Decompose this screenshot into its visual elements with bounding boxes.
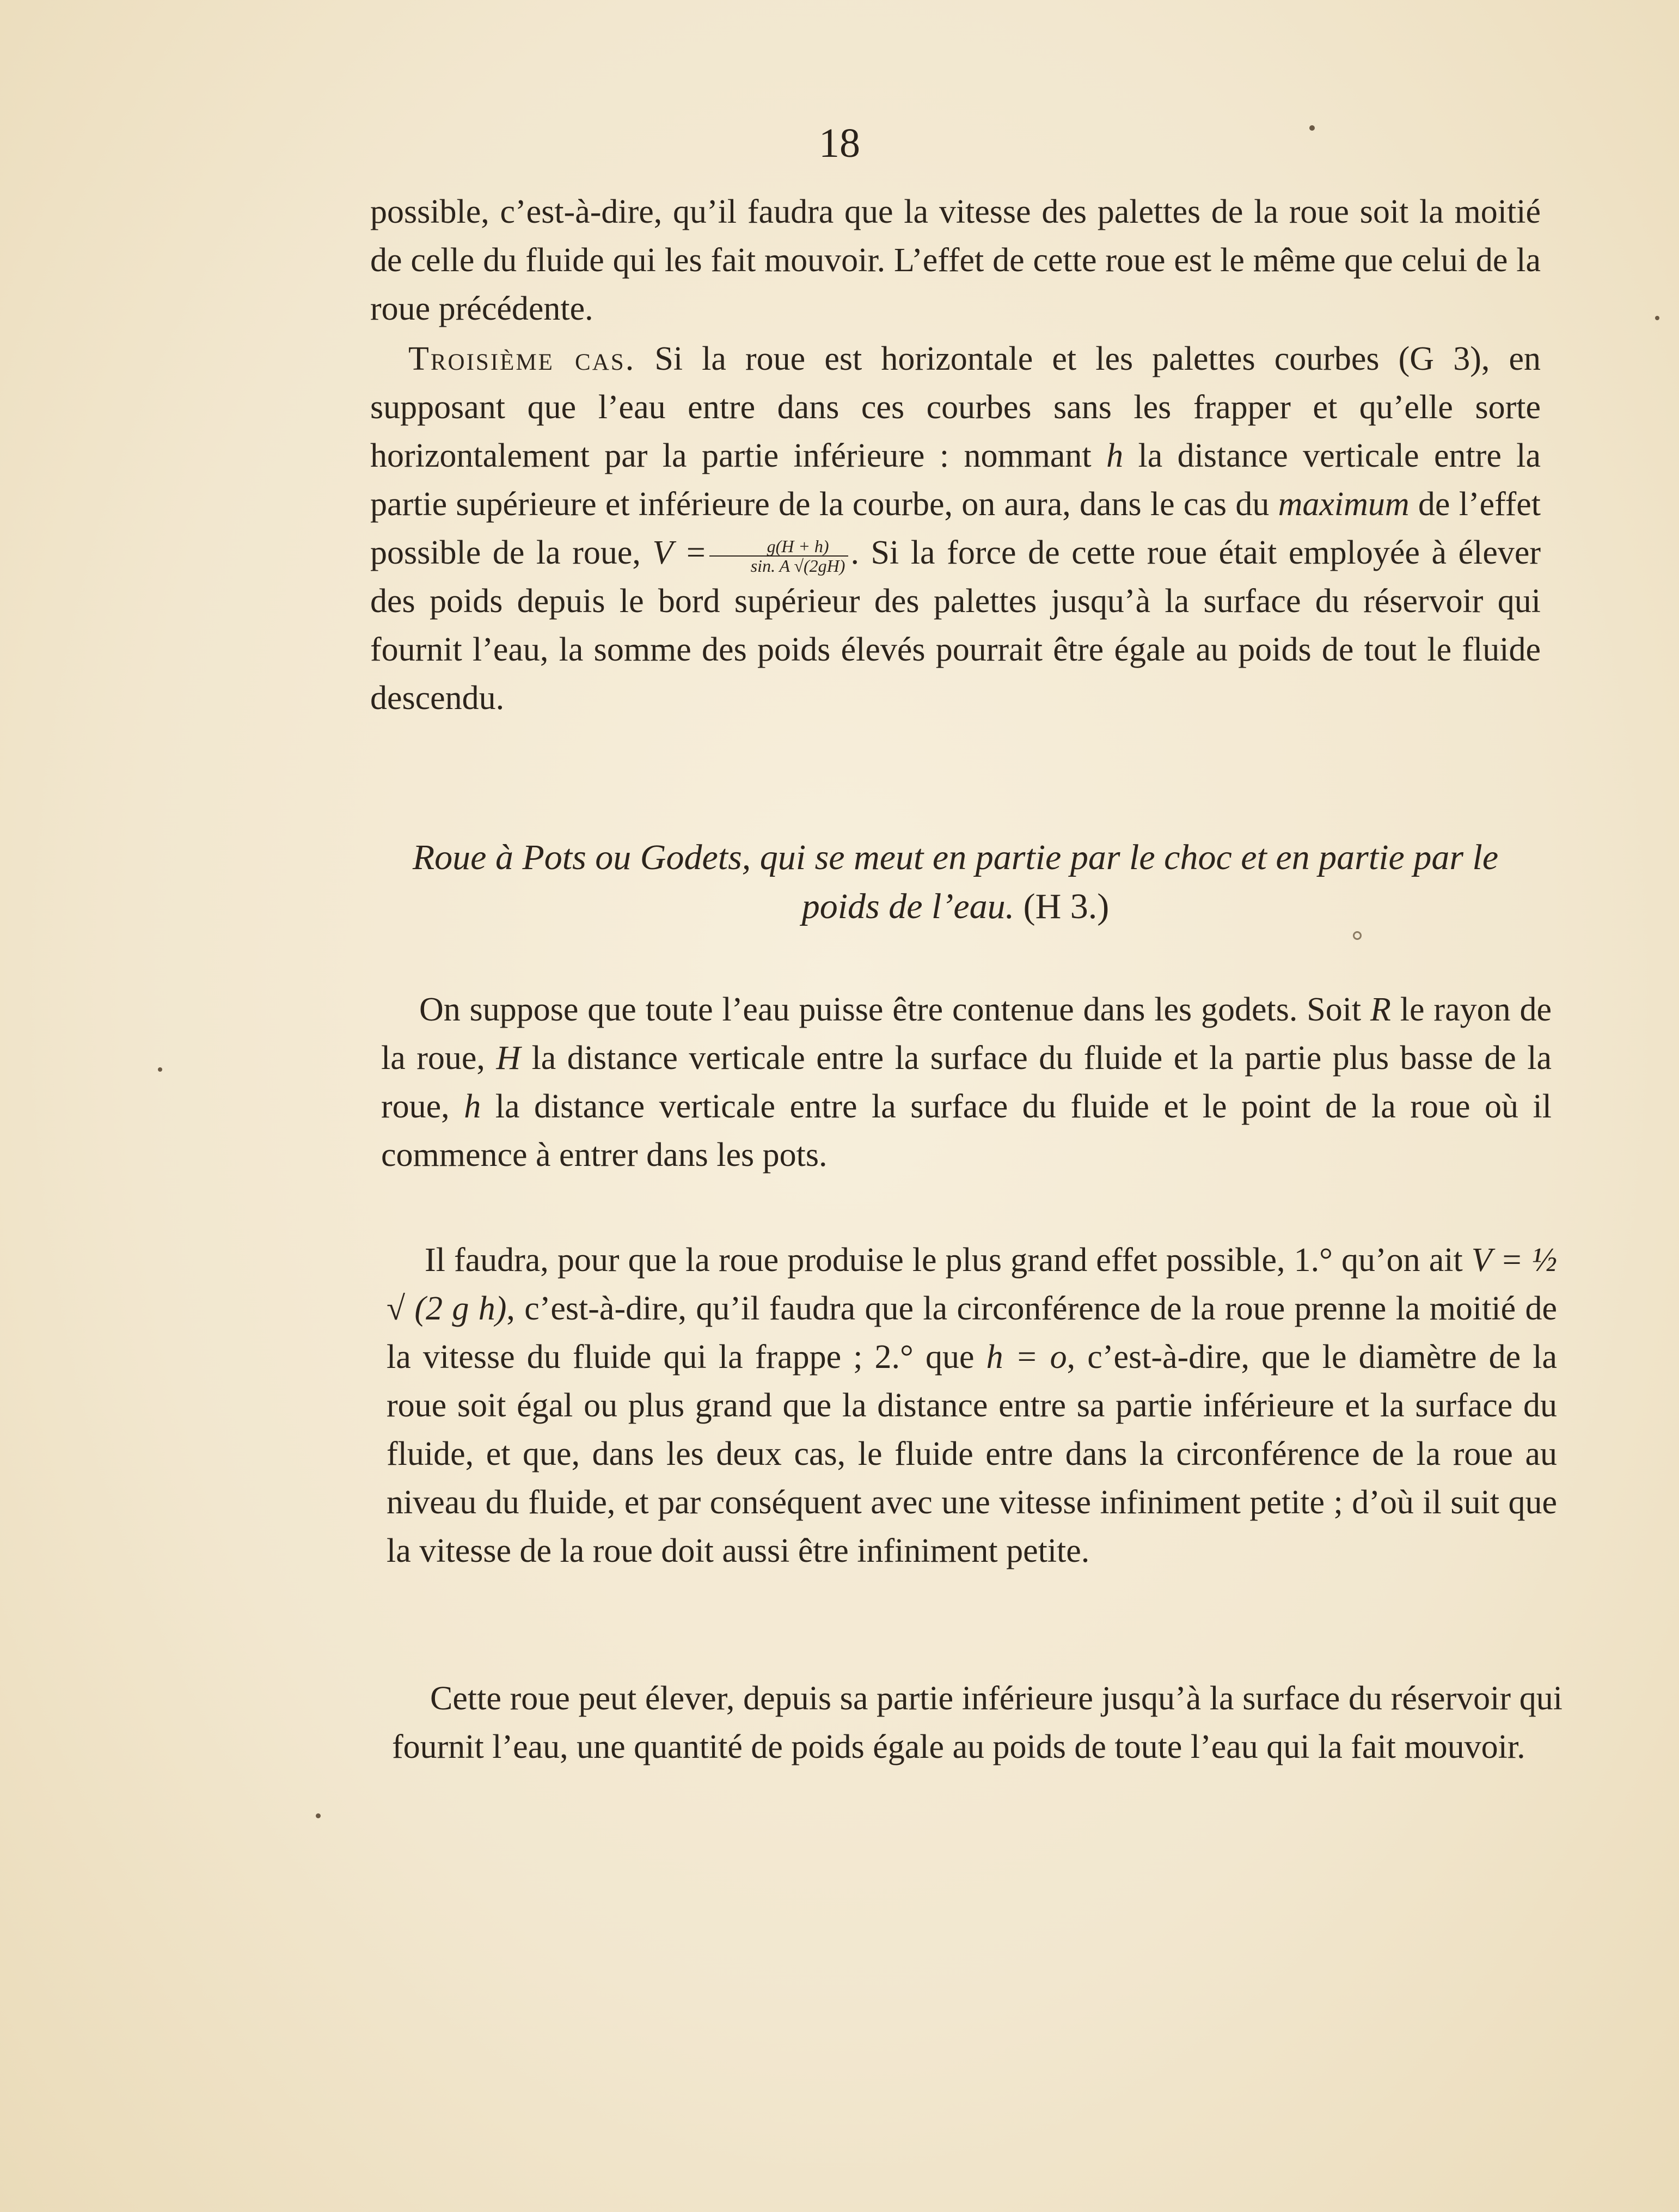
paragraph-text: possible, c’est-à-dire, qu’il faudra que la vitesse des palettes de la roue soit la moitié de celle du fluide qui les fait mouvoir. L’effet de cette roue est le même que celui de la roue précédente. <box>370 193 1541 327</box>
paragraph-continuation <box>370 188 1541 333</box>
formula: h = o <box>986 1339 1067 1376</box>
text-segment: Il faudra, pour que la roue produise le plus grand effet possible, 1.° qu’on ait <box>425 1242 1472 1279</box>
paragraph-text: Cette roue peut élever, depuis sa partie inférieure jusqu’à la surface du réservoir qui fournit l’eau, une quantité de poids égale au poids de toute l’eau qui la fait mouvoir. <box>392 1680 1562 1765</box>
section-heading <box>370 833 1541 931</box>
paper-speck <box>1353 931 1362 940</box>
formula-numerator: g(H + h) <box>709 537 849 557</box>
figure-reference: (H 3.) <box>1014 887 1110 926</box>
text-segment: la distance verticale entre la partie supérieure et inférieure de la courbe, on aura, dans le cas du <box>370 437 1541 523</box>
paper-speck <box>1655 316 1659 320</box>
paragraph-conclusion <box>392 1675 1562 1771</box>
text-segment: de l’effet possible de la roue, <box>370 486 1541 571</box>
formula-fraction <box>709 537 849 575</box>
math-variable: R <box>1370 991 1391 1028</box>
page-number: 18 <box>819 120 860 166</box>
paper-speck <box>158 1067 162 1072</box>
text-segment: On suppose que toute l’eau puisse être contenue dans les godets. Soit <box>419 991 1371 1028</box>
formula-lhs: V = <box>652 534 707 571</box>
text-segment: , c’est-à-dire, que le diamètre de la roue soit égal ou plus grand que la distance entre sa partie inférieure et la surface du fluide, et que, dans les deux cas, le fluide entre dans la circonférence de la roue au niveau du fluide, et par conséquent avec une vitesse infiniment petite ; d’où il suit que la vitesse de la roue doit aussi être infiniment petite. <box>387 1339 1557 1569</box>
math-variable: h <box>1106 437 1124 474</box>
emphasis-maximum: maximum <box>1278 486 1410 523</box>
section-heading-title: Roue à Pots ou Godets, qui se meut en partie par le choc et en partie par le poids de l’eau. <box>412 838 1499 926</box>
paper-speck <box>1309 125 1315 131</box>
case-label: Troisième cas. <box>408 340 636 377</box>
formula: V = ½ √ (2 g h) <box>387 1242 1557 1327</box>
text-segment: la distance verticale entre la surface du fluide et la partie plus basse de la roue, <box>381 1040 1552 1125</box>
text-segment: , c’est-à-dire, qu’il faudra que la circonférence de la roue prenne la moitié de la vitesse du fluide qui la frappe ; 2.° que <box>387 1290 1557 1376</box>
paragraph-conditions <box>387 1236 1557 1575</box>
text-segment: la distance verticale entre la surface du fluide et le point de la roue où il commence à entrer dans les pots. <box>381 1088 1552 1174</box>
paper-speck <box>316 1813 321 1818</box>
text-segment: le rayon de la roue, <box>381 991 1552 1077</box>
paragraph-troisieme-cas <box>370 335 1541 723</box>
text-segment: . Si la force de cette roue était employée à élever des poids depuis le bord supérieur des palettes jusqu’à la surface du réservoir qui fournit l’eau, la somme des poids élevés pourrait être égale au poids de tout le fluide descendu. <box>370 534 1541 717</box>
math-variable: h <box>464 1088 481 1125</box>
formula-denominator: sin. A √(2gH) <box>750 555 845 576</box>
paragraph-supposition <box>381 986 1552 1180</box>
math-variable: H <box>496 1040 521 1077</box>
text-segment: Si la roue est horizontale et les palettes courbes (G 3), en supposant que l’eau entre dans ces courbes sans les frapper et qu’elle sorte horizontalement par la partie inférieure : nommant <box>370 340 1541 474</box>
